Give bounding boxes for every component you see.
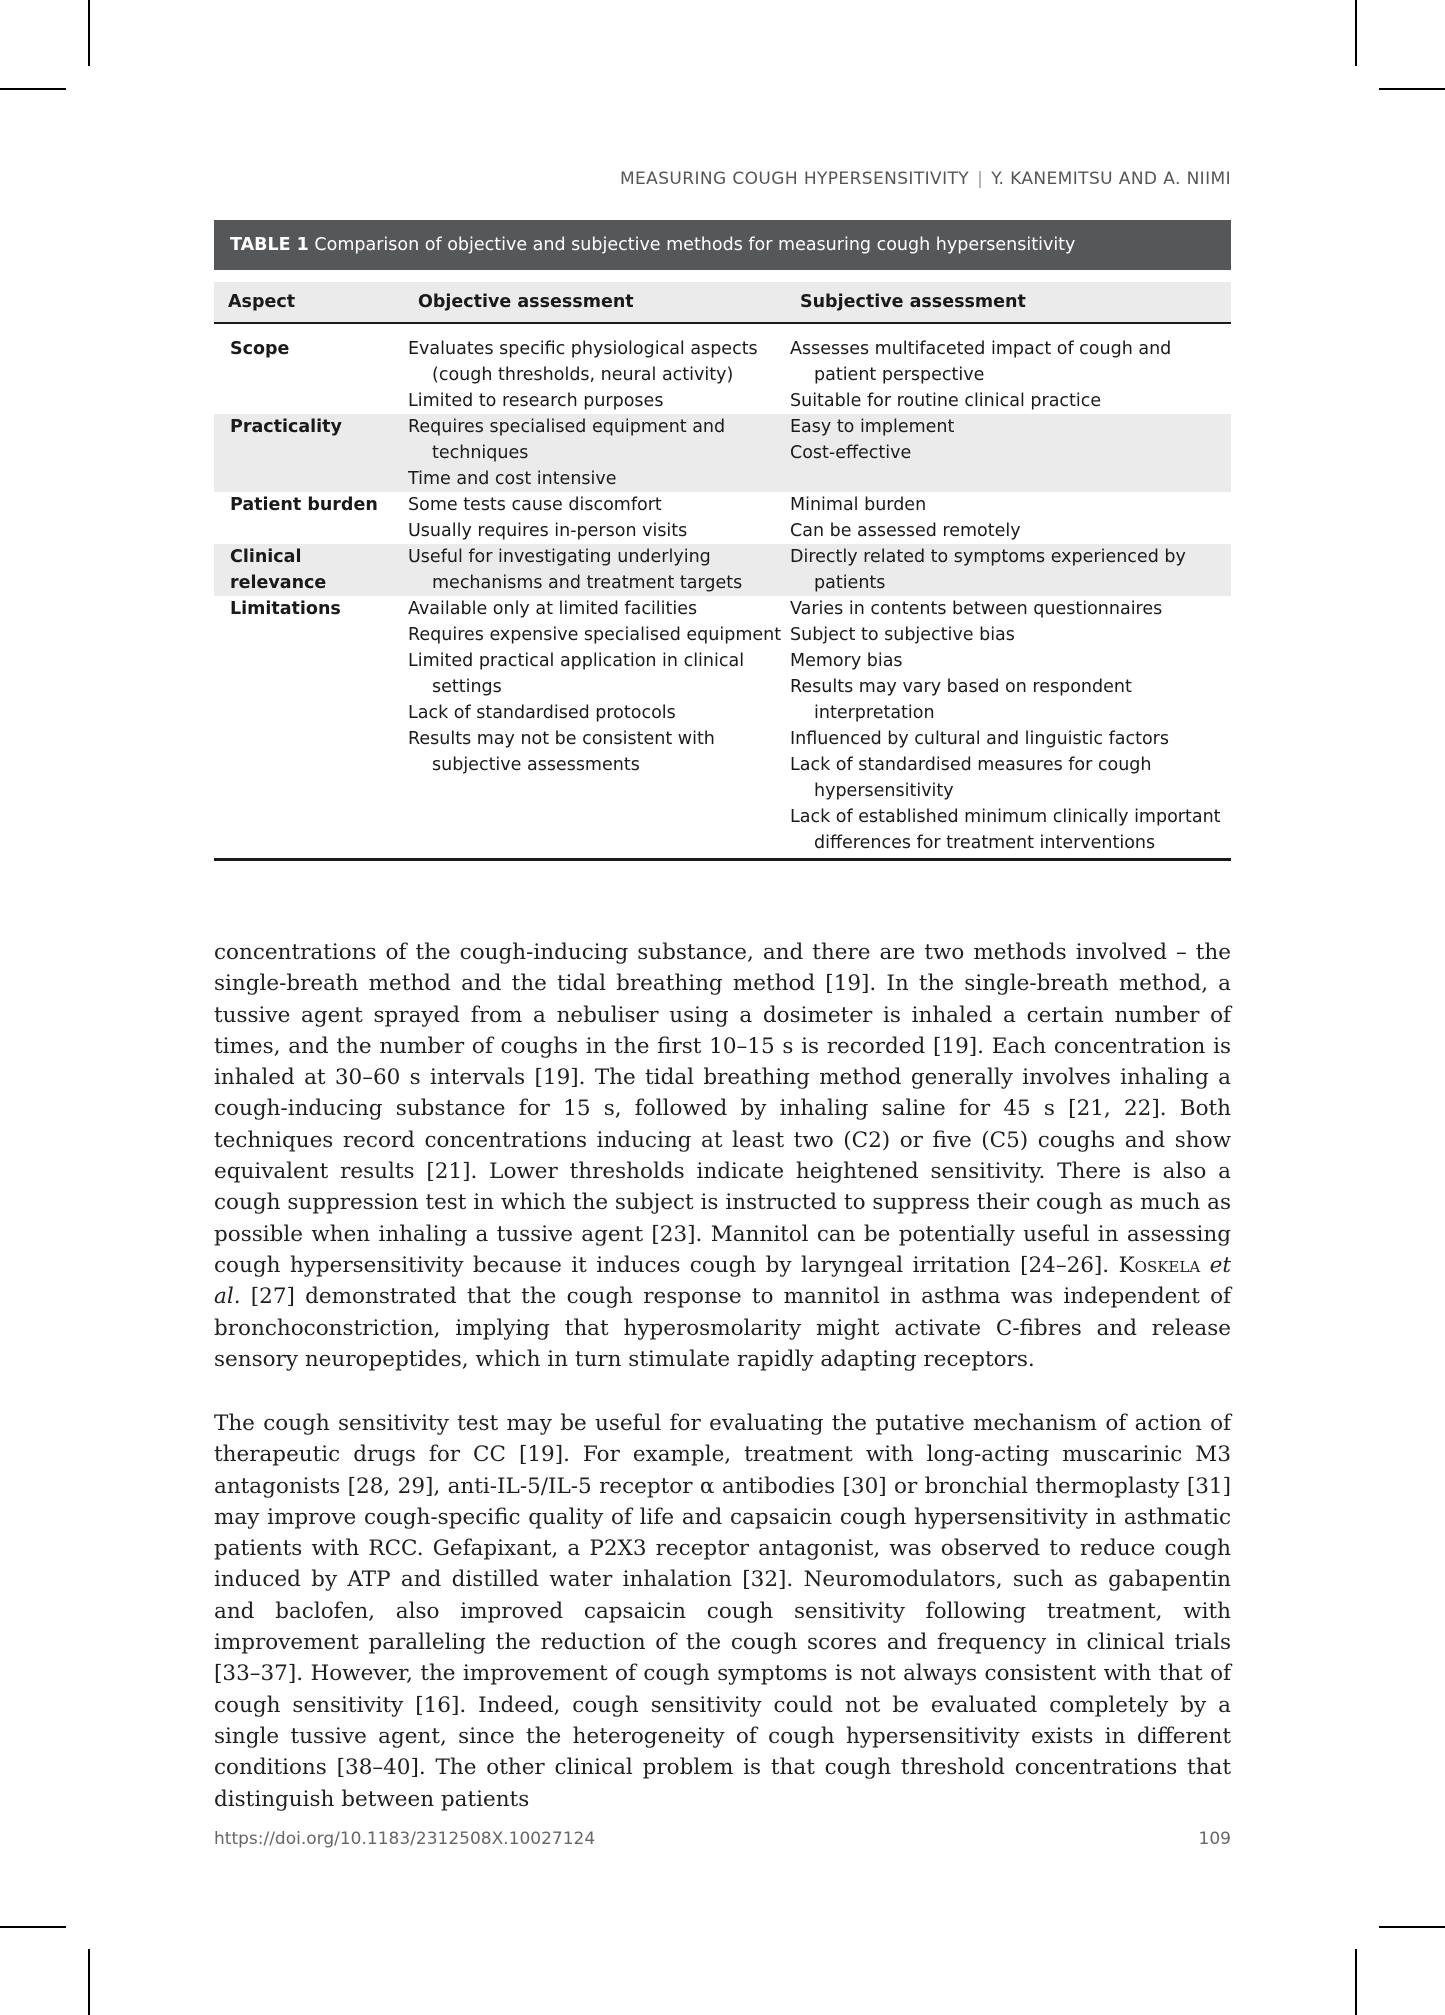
objective-cell <box>404 492 786 544</box>
table-entry: Some tests cause discomfort <box>408 495 662 515</box>
subjective-cell <box>786 414 1231 492</box>
running-head-separator: | <box>977 169 984 189</box>
page-number: 109 <box>1198 1829 1231 1849</box>
paragraph-1-continuation: [27] demonstrated that the cough response to mannitol in asthma was independent of bronchoconstriction, implying that hyperosmolarity might activate C-fibres and release sensory neuropeptides, which in turn stimulate rapidly adapting receptors. <box>214 1284 1231 1372</box>
table-entry: Assesses multifaceted impact of cough and patient perspective <box>790 339 1172 385</box>
objective-cell <box>404 414 786 492</box>
aspect-cell: Scope <box>230 339 290 359</box>
table-entry: Usually requires in-person visits <box>408 521 688 541</box>
table-entry: Lack of standardised protocols <box>408 703 676 723</box>
subjective-cell <box>786 323 1231 414</box>
et-al: et al. <box>214 1252 1231 1310</box>
crop-mark-bottom-right-vertical <box>1355 1949 1357 2015</box>
running-head <box>215 169 1231 189</box>
table-entry: Can be assessed remotely <box>790 521 1021 541</box>
body-paragraph-2 <box>214 1408 1231 1815</box>
comparison-table <box>214 282 1231 861</box>
crop-mark-top-left-vertical <box>88 0 90 66</box>
table-entry: Lack of standardised measures for cough hypersensitivity <box>790 755 1152 801</box>
table-entry: Time and cost intensive <box>408 469 617 489</box>
table-entry: Evaluates specific physiological aspects (cough thresholds, neural activity) <box>408 339 758 385</box>
footer-doi-link[interactable]: https://doi.org/10.1183/2312508X.10027124 <box>214 1829 596 1849</box>
aspect-cell: Practicality <box>214 414 404 492</box>
table-entry: Easy to implement <box>790 417 955 437</box>
table-entry: Useful for investigating underlying mechanisms and treatment targets <box>408 547 743 593</box>
aspect-cell: Clinical relevance <box>214 544 404 596</box>
cited-author: Koskela <box>1118 1252 1201 1278</box>
running-head-title: MEASURING COUGH HYPERSENSITIVITY <box>619 169 970 189</box>
running-head-authors: Y. KANEMITSU AND A. NIIMI <box>991 169 1231 189</box>
table-row-limitations <box>214 596 1231 860</box>
aspect-cell: Patient burden <box>230 495 378 515</box>
table-entry: Lack of established minimum clinically important differences for treatment interventions <box>790 807 1221 853</box>
table-entry: Limited to research purposes <box>408 391 664 411</box>
crop-mark-top-right-horizontal <box>1379 88 1445 90</box>
paragraph-1-text: concentrations of the cough-inducing substance, and there are two methods involved – the single-breath method and the tidal breathing method [19]. In the single-breath method, a tussive agent sprayed from a nebuliser using a dosimeter is inhaled a certain number of times, and the number of coughs in the first 10–15 s is recorded [19]. Each concentration is inhaled at 30–60 s intervals [19]. The tidal breathing method generally involves inhaling a cough-inducing substance for 15 s, followed by inhaling saline for 45 s [21, 22]. Both techniques record concentrations inducing at least two (C2) or five (C5) coughs and show equivalent results [21]. Lower thresholds indicate heightened sensitivity. There is also a cough suppression test in which the subject is instructed to suppress their cough as much as possible when inhaling a tussive agent [23]. Mannitol can be potentially useful in assessing cough hypersensitivity because it induces cough by laryngeal irritation [24–26]. <box>214 940 1231 1278</box>
paragraph-2-text: The cough sensitivity test may be useful for evaluating the putative mechanism of action of therapeutic drugs for CC [19]. For example, treatment with long-acting muscarinic M3 antagonists [28, 29], anti-IL-5/IL-5 receptor α antibodies [30] or bronchial thermoplasty [31] may improve cough-specific quality of life and capsaicin cough hypersensitivity in asthmatic patients with RCC. Gefapixant, a P2X3 receptor antagonist, was observed to reduce cough induced by ATP and distilled water inhalation [32]. Neuromodulators, such as gabapentin and baclofen, also improved capsaicin cough sensitivity following treatment, with improvement paralleling the reduction of the cough scores and frequency in clinical trials [33–37]. However, the improvement of cough symptoms is not always consistent with that of cough sensitivity [16]. Indeed, cough sensitivity could not be evaluated completely by a single tussive agent, since the heterogeneity of cough hypersensitivity exists in different conditions [38–40]. The other clinical problem is that cough threshold concentrations that distinguish between patients <box>214 1411 1231 1812</box>
crop-mark-top-left-horizontal <box>0 88 66 90</box>
table-entry: Influenced by cultural and linguistic factors <box>790 729 1169 749</box>
subjective-cell <box>786 596 1231 860</box>
table-row-clinical-relevance <box>214 544 1231 596</box>
subjective-cell <box>786 544 1231 596</box>
table-entry: Requires expensive specialised equipment <box>408 625 782 645</box>
table-entry: Subject to subjective bias <box>790 625 1015 645</box>
subjective-cell <box>786 492 1231 544</box>
objective-cell <box>404 323 786 414</box>
objective-cell <box>404 596 786 860</box>
table-entry: Cost-effective <box>790 443 912 463</box>
crop-mark-bottom-left-vertical <box>88 1949 90 2015</box>
objective-cell <box>404 544 786 596</box>
table-entry: Varies in contents between questionnaires <box>790 599 1163 619</box>
header-aspect: Aspect <box>214 282 404 323</box>
body-paragraph-1 <box>214 937 1231 1375</box>
table-entry: Suitable for routine clinical practice <box>790 391 1102 411</box>
table-entry: Results may not be consistent with subjective assessments <box>408 729 715 775</box>
table-entry: Directly related to symptoms experienced by patients <box>790 547 1186 593</box>
aspect-cell: Limitations <box>214 596 404 860</box>
table-entry: Requires specialised equipment and techniques <box>408 417 726 463</box>
header-subjective: Subjective assessment <box>786 282 1231 323</box>
crop-mark-top-right-vertical <box>1355 0 1357 66</box>
crop-mark-bottom-left-horizontal <box>0 1926 66 1928</box>
table-entry: Memory bias <box>790 651 903 671</box>
header-objective: Objective assessment <box>404 282 786 323</box>
table-label: TABLE 1 <box>230 235 309 255</box>
table-entry: Minimal burden <box>790 495 927 515</box>
table-header-row <box>214 282 1231 323</box>
table-entry: Results may vary based on respondent interpretation <box>790 677 1132 723</box>
table-caption <box>214 220 1231 270</box>
table-entry: Limited practical application in clinical settings <box>408 651 745 697</box>
table-entry: Available only at limited facilities <box>408 599 698 619</box>
crop-mark-bottom-right-horizontal <box>1379 1926 1445 1928</box>
table-row-patient-burden <box>214 492 1231 544</box>
table-1 <box>214 220 1231 861</box>
table-row-practicality <box>214 414 1231 492</box>
table-row-scope <box>214 323 1231 414</box>
table-caption-text: Comparison of objective and subjective methods for measuring cough hypersensitivity <box>314 235 1076 255</box>
